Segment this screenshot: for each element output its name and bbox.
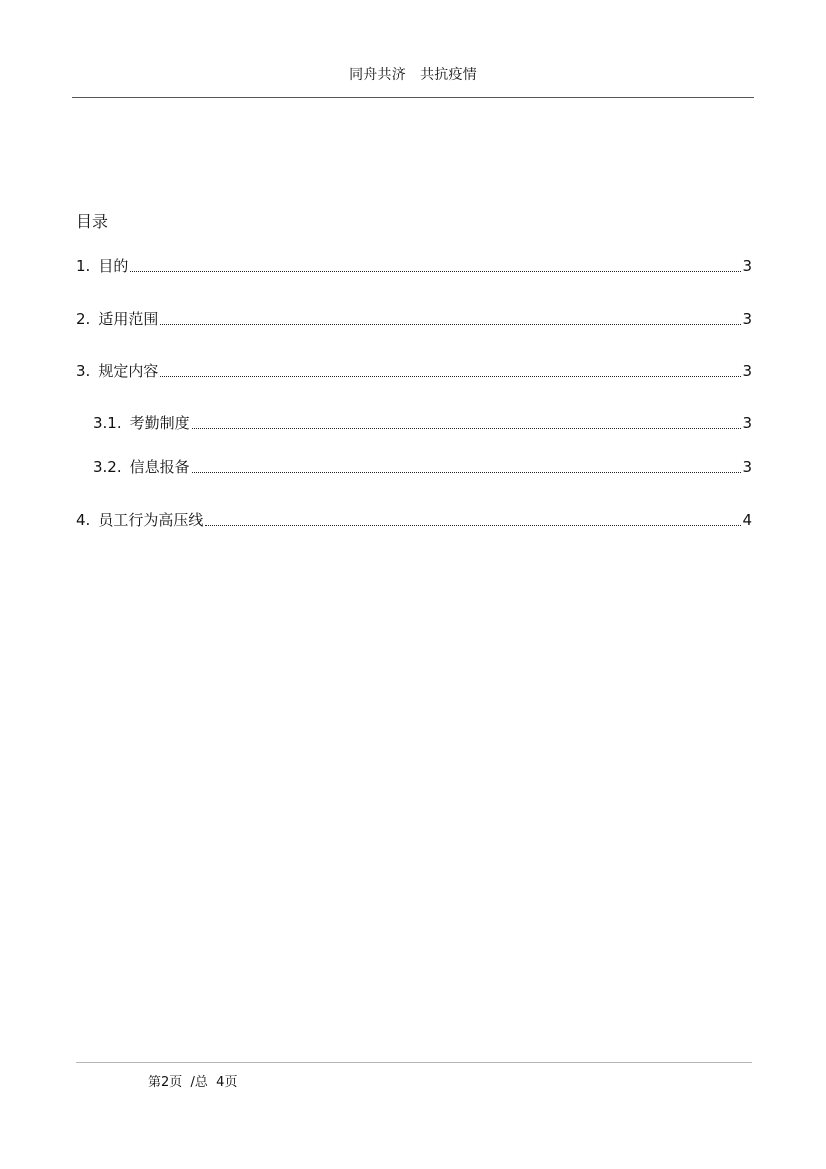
page-header: 同舟共济 共抗疫情 [349, 67, 477, 83]
toc-dot-leader [192, 428, 742, 429]
toc-dot-leader [205, 525, 741, 526]
toc-entry-label: 考勤制度 [129, 414, 190, 432]
toc-entry-4[interactable] [76, 510, 752, 530]
toc-dot-leader [192, 472, 742, 473]
toc-entry-page: 3 [742, 414, 752, 432]
toc-entry-number: 3. [76, 362, 91, 380]
toc-entry-page: 3 [742, 310, 752, 328]
page-number-footer: 第2页 /总 4页 [148, 1075, 238, 1090]
toc-entry-label: 适用范围 [98, 310, 159, 328]
toc-entry-page: 3 [742, 458, 752, 476]
toc-entry-3[interactable] [76, 361, 752, 381]
toc-dot-leader [160, 376, 741, 377]
toc-entry-number: 2. [76, 310, 91, 328]
toc-entry-label: 信息报备 [129, 458, 190, 476]
toc-entry-number: 4. [76, 511, 91, 529]
toc-entry-label: 规定内容 [98, 362, 159, 380]
toc-entry-number: 3.1. [93, 414, 122, 432]
toc-entry-2[interactable] [76, 309, 752, 329]
toc-entry-number: 3.2. [93, 458, 122, 476]
toc-entry-label: 员工行为高压线 [98, 511, 204, 529]
toc-dot-leader [160, 324, 741, 325]
toc-entry-1[interactable] [76, 256, 752, 276]
toc-entry-page: 4 [742, 511, 752, 529]
header-divider [72, 97, 754, 98]
toc-entry-3-2[interactable] [93, 457, 752, 477]
footer-divider [76, 1062, 752, 1063]
toc-entry-label: 目的 [98, 257, 129, 275]
toc-entry-page: 3 [742, 362, 752, 380]
toc-entry-page: 3 [742, 257, 752, 275]
toc-dot-leader [130, 271, 741, 272]
toc-entry-number: 1. [76, 257, 91, 275]
toc-entry-3-1[interactable] [93, 413, 752, 433]
toc-title: 目录 [76, 212, 109, 231]
